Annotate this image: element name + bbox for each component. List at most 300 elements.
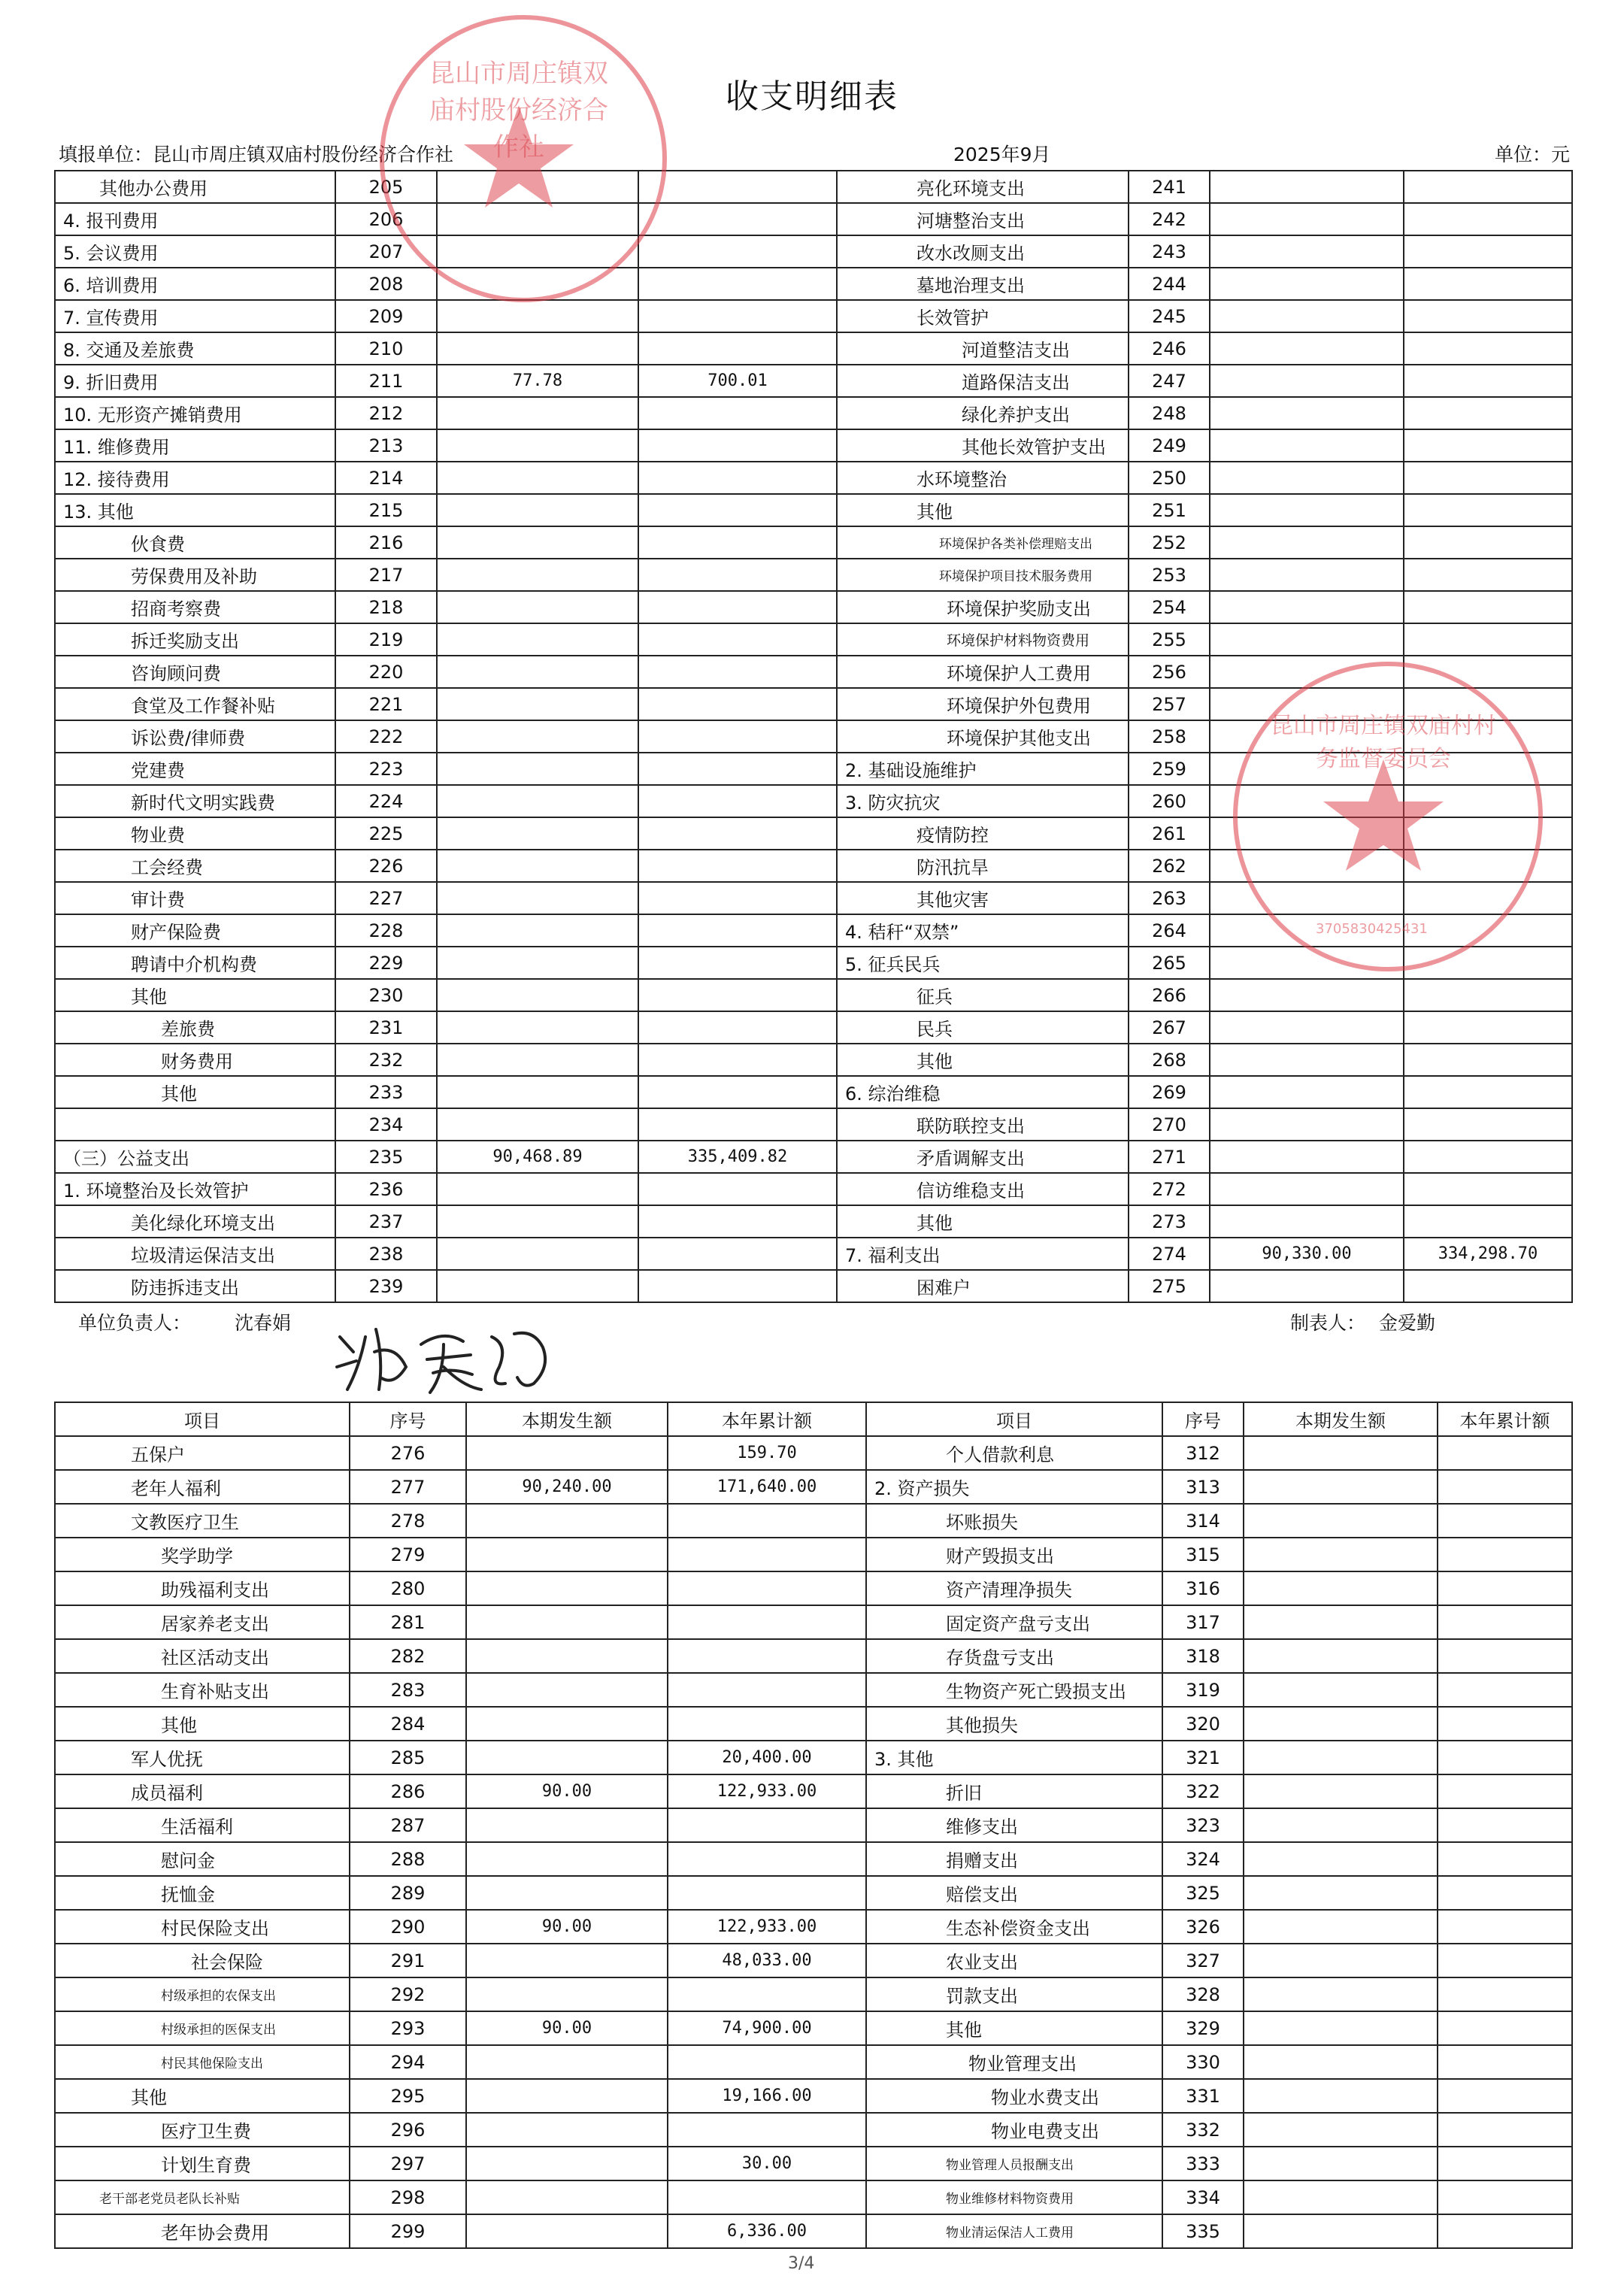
current-amount	[437, 429, 638, 462]
ytd-amount	[638, 1270, 837, 1302]
item-code: 249	[1129, 429, 1210, 462]
table-row	[55, 526, 1572, 559]
current-amount	[1210, 268, 1404, 300]
ytd-amount	[638, 235, 837, 268]
item-code: 242	[1129, 203, 1210, 235]
currency-unit: 单位：元	[1495, 144, 1571, 165]
responsible-name: 沈春娟	[235, 1312, 292, 1334]
table-row	[55, 1044, 1572, 1076]
current-amount	[466, 1673, 668, 1707]
table-row	[55, 1141, 1572, 1173]
item-name: 其他	[55, 1707, 350, 1741]
table-row	[55, 1205, 1572, 1238]
current-amount	[437, 947, 638, 979]
table-row	[55, 1876, 1572, 1910]
ytd-amount	[638, 1108, 837, 1141]
item-code: 231	[335, 1011, 437, 1044]
current-amount	[437, 688, 638, 720]
item-name: 生物资产死亡毁损支出	[866, 1673, 1162, 1707]
current-amount	[1244, 1436, 1438, 1470]
item-code: 288	[350, 1842, 466, 1876]
ytd-amount: 30.00	[668, 2147, 866, 2180]
item-code: 326	[1162, 1910, 1244, 1944]
item-name: 绿化养护支出	[837, 397, 1129, 429]
current-amount	[466, 1605, 668, 1639]
ytd-amount	[638, 1044, 837, 1076]
item-name: 党建费	[55, 753, 335, 785]
current-amount	[466, 1876, 668, 1910]
ytd-amount	[1438, 1605, 1572, 1639]
item-code: 259	[1129, 753, 1210, 785]
current-amount	[1244, 2214, 1438, 2248]
current-amount	[1210, 1173, 1404, 1205]
item-name: 生育补贴支出	[55, 1673, 350, 1707]
ytd-amount	[638, 1011, 837, 1044]
current-amount	[437, 720, 638, 753]
current-amount	[437, 1076, 638, 1108]
current-amount	[466, 2113, 668, 2147]
item-name: 改水改厕支出	[837, 235, 1129, 268]
current-amount: 90.00	[466, 2011, 668, 2045]
current-amount	[1210, 1270, 1404, 1302]
item-name: 医疗卫生费	[55, 2113, 350, 2147]
item-name: 其他	[55, 979, 335, 1011]
reporting-unit: 填报单位：昆山市周庄镇双庙村股份经济合作社	[59, 144, 454, 165]
item-name: 文教医疗卫生	[55, 1504, 350, 1538]
ytd-amount: 19,166.00	[668, 2079, 866, 2113]
current-amount	[1244, 2045, 1438, 2079]
current-amount: 90,468.89	[437, 1141, 638, 1173]
current-amount	[437, 656, 638, 688]
item-code: 317	[1162, 1605, 1244, 1639]
seal-text-2: 昆山市周庄镇双庙村村务监督委员会	[1271, 713, 1496, 772]
item-code: 207	[335, 235, 437, 268]
column-header: 序号	[1162, 1402, 1244, 1436]
item-name: 五保户	[55, 1436, 350, 1470]
table-row	[55, 1977, 1572, 2011]
item-code: 323	[1162, 1808, 1244, 1842]
item-code: 241	[1129, 171, 1210, 203]
current-amount	[1210, 979, 1404, 1011]
current-amount	[437, 1011, 638, 1044]
item-code: 297	[350, 2147, 466, 2180]
table-row	[55, 1842, 1572, 1876]
item-code: 208	[335, 268, 437, 300]
ytd-amount	[1438, 1639, 1572, 1673]
item-name: 新时代文明实践费	[55, 785, 335, 817]
ytd-amount	[1438, 1910, 1572, 1944]
item-code: 217	[335, 559, 437, 591]
current-amount	[466, 2147, 668, 2180]
item-code: 315	[1162, 1538, 1244, 1571]
item-name: 2. 基础设施维护	[837, 753, 1129, 785]
table-row	[55, 203, 1572, 235]
item-code: 324	[1162, 1842, 1244, 1876]
column-header: 本年累计额	[668, 1402, 866, 1436]
ytd-amount: 122,933.00	[668, 1910, 866, 1944]
ytd-amount	[638, 914, 837, 947]
item-code: 247	[1129, 365, 1210, 397]
current-amount	[1244, 1707, 1438, 1741]
current-amount	[466, 1808, 668, 1842]
item-code: 320	[1162, 1707, 1244, 1741]
item-name: 财产保险费	[55, 914, 335, 947]
ytd-amount	[638, 1205, 837, 1238]
current-amount	[1244, 2113, 1438, 2147]
item-name: 困难户	[837, 1270, 1129, 1302]
current-amount	[437, 623, 638, 656]
current-amount	[1244, 2180, 1438, 2214]
item-code: 290	[350, 1910, 466, 1944]
item-name: 信访维稳支出	[837, 1173, 1129, 1205]
table-row	[55, 1076, 1572, 1108]
ytd-amount	[668, 1538, 866, 1571]
current-amount	[1210, 203, 1404, 235]
table-row	[55, 1774, 1572, 1808]
item-code: 332	[1162, 2113, 1244, 2147]
ytd-amount	[668, 1808, 866, 1842]
ytd-amount	[1438, 2214, 1572, 2248]
ytd-amount	[1404, 1108, 1572, 1141]
table-row	[55, 1910, 1572, 1944]
ytd-amount	[1438, 1707, 1572, 1741]
item-code: 226	[335, 850, 437, 882]
ytd-amount	[1404, 429, 1572, 462]
item-name: 招商考察费	[55, 591, 335, 623]
item-name: 7. 宣传费用	[55, 300, 335, 332]
ytd-amount	[1404, 1173, 1572, 1205]
item-code: 331	[1162, 2079, 1244, 2113]
table-row	[55, 429, 1572, 462]
item-name: 1. 环境整治及长效管护	[55, 1173, 335, 1205]
ytd-amount: 335,409.82	[638, 1141, 837, 1173]
item-name: 居家养老支出	[55, 1605, 350, 1639]
item-code: 219	[335, 623, 437, 656]
ytd-amount	[1438, 1538, 1572, 1571]
ytd-amount	[638, 494, 837, 526]
table-row	[55, 623, 1572, 656]
current-amount	[1210, 397, 1404, 429]
ytd-amount: 171,640.00	[668, 1470, 866, 1504]
item-code: 228	[335, 914, 437, 947]
current-amount	[1244, 1977, 1438, 2011]
current-amount	[437, 462, 638, 494]
current-amount	[1244, 1639, 1438, 1673]
preparer-label: 制表人：	[1290, 1312, 1366, 1334]
ytd-amount	[1438, 2011, 1572, 2045]
ytd-amount: 48,033.00	[668, 1944, 866, 1977]
item-name: 村民其他保险支出	[55, 2045, 350, 2079]
ytd-amount	[1404, 268, 1572, 300]
item-name: 助残福利支出	[55, 1571, 350, 1605]
ytd-amount	[1404, 462, 1572, 494]
item-name: 聘请中介机构费	[55, 947, 335, 979]
item-name: 3. 防灾抗灾	[837, 785, 1129, 817]
column-header: 本期发生额	[466, 1402, 668, 1436]
ytd-amount	[638, 268, 837, 300]
item-code: 209	[335, 300, 437, 332]
ytd-amount	[668, 1639, 866, 1673]
ytd-amount	[1438, 1470, 1572, 1504]
current-amount	[437, 1270, 638, 1302]
item-name: 资产清理净损失	[866, 1571, 1162, 1605]
ytd-amount	[1404, 1141, 1572, 1173]
ytd-amount: 334,298.70	[1404, 1238, 1572, 1270]
item-code: 274	[1129, 1238, 1210, 1270]
item-code: 276	[350, 1436, 466, 1470]
ytd-amount	[1438, 2147, 1572, 2180]
item-code: 233	[335, 1076, 437, 1108]
table-row	[55, 2079, 1572, 2113]
current-amount	[437, 300, 638, 332]
item-code: 250	[1129, 462, 1210, 494]
ytd-amount	[638, 332, 837, 365]
ytd-amount	[1404, 979, 1572, 1011]
current-amount	[466, 1504, 668, 1538]
item-name: 垃圾清运保洁支出	[55, 1238, 335, 1270]
item-code: 267	[1129, 1011, 1210, 1044]
ytd-amount	[638, 526, 837, 559]
item-code: 279	[350, 1538, 466, 1571]
item-code: 264	[1129, 914, 1210, 947]
table-row	[55, 1108, 1572, 1141]
item-code: 281	[350, 1605, 466, 1639]
item-name: 13. 其他	[55, 494, 335, 526]
ytd-amount	[1438, 1774, 1572, 1808]
table-row	[55, 2180, 1572, 2214]
item-name: 长效管护	[837, 300, 1129, 332]
ytd-amount	[638, 623, 837, 656]
item-code: 262	[1129, 850, 1210, 882]
item-code: 251	[1129, 494, 1210, 526]
ytd-amount	[1404, 591, 1572, 623]
table-row	[55, 494, 1572, 526]
current-amount: 90,330.00	[1210, 1238, 1404, 1270]
current-amount	[466, 2079, 668, 2113]
table-row	[55, 300, 1572, 332]
item-name: 道路保洁支出	[837, 365, 1129, 397]
item-name: 村级承担的医保支出	[55, 2011, 350, 2045]
item-code: 282	[350, 1639, 466, 1673]
table-row	[55, 171, 1572, 203]
current-amount	[1244, 1741, 1438, 1774]
item-code: 222	[335, 720, 437, 753]
ytd-amount	[1438, 1673, 1572, 1707]
item-name: 农业支出	[866, 1944, 1162, 1977]
item-code: 258	[1129, 720, 1210, 753]
ytd-amount	[638, 429, 837, 462]
ytd-amount	[638, 720, 837, 753]
table-row	[55, 268, 1572, 300]
item-code: 284	[350, 1707, 466, 1741]
ytd-amount	[1438, 1571, 1572, 1605]
item-code: 210	[335, 332, 437, 365]
item-name: 老年人福利	[55, 1470, 350, 1504]
ytd-amount	[638, 882, 837, 914]
item-code: 298	[350, 2180, 466, 2214]
item-code: 273	[1129, 1205, 1210, 1238]
item-name: 财产毁损支出	[866, 1538, 1162, 1571]
current-amount	[437, 1108, 638, 1141]
table-row	[55, 1944, 1572, 1977]
current-amount	[1210, 1205, 1404, 1238]
item-code: 314	[1162, 1504, 1244, 1538]
ytd-amount	[638, 753, 837, 785]
table-row	[55, 1605, 1572, 1639]
item-code: 227	[335, 882, 437, 914]
item-name: 环境保护奖励支出	[837, 591, 1129, 623]
ytd-amount	[1404, 1270, 1572, 1302]
item-code: 221	[335, 688, 437, 720]
ytd-amount	[668, 1876, 866, 1910]
current-amount	[437, 817, 638, 850]
table-row	[55, 462, 1572, 494]
ytd-amount	[1404, 171, 1572, 203]
item-name: 9. 折旧费用	[55, 365, 335, 397]
item-name: 审计费	[55, 882, 335, 914]
ytd-amount	[668, 1673, 866, 1707]
ytd-amount: 6,336.00	[668, 2214, 866, 2248]
ytd-amount	[1404, 397, 1572, 429]
table-row	[55, 1504, 1572, 1538]
ytd-amount	[668, 1842, 866, 1876]
ytd-amount	[1404, 235, 1572, 268]
item-code: 280	[350, 1571, 466, 1605]
ytd-amount	[1404, 494, 1572, 526]
ytd-amount	[1404, 1205, 1572, 1238]
item-name: 其他	[55, 1076, 335, 1108]
item-code: 278	[350, 1504, 466, 1538]
table-row	[55, 1436, 1572, 1470]
item-name: 老年协会费用	[55, 2214, 350, 2248]
table-row	[55, 979, 1572, 1011]
current-amount	[1244, 1504, 1438, 1538]
item-code: 253	[1129, 559, 1210, 591]
item-name: 存货盘亏支出	[866, 1639, 1162, 1673]
ytd-amount	[1438, 1876, 1572, 1910]
current-amount	[437, 526, 638, 559]
item-name: 河道整洁支出	[837, 332, 1129, 365]
item-name: 坏账损失	[866, 1504, 1162, 1538]
preparer-name: 金爱勤	[1379, 1312, 1436, 1334]
item-code: 213	[335, 429, 437, 462]
item-code: 271	[1129, 1141, 1210, 1173]
handwritten-signature	[331, 1314, 571, 1397]
item-code: 325	[1162, 1876, 1244, 1910]
seal-text-1: 昆山市周庄镇双庙村股份经济合作社	[429, 59, 608, 162]
ytd-amount	[1404, 332, 1572, 365]
item-code: 319	[1162, 1673, 1244, 1707]
item-name: 社区活动支出	[55, 1639, 350, 1673]
item-code: 214	[335, 462, 437, 494]
ytd-amount	[668, 2045, 866, 2079]
item-name: 环境保护外包费用	[837, 688, 1129, 720]
column-header: 项目	[55, 1402, 350, 1436]
item-name: 咨询顾问费	[55, 656, 335, 688]
ytd-amount: 20,400.00	[668, 1741, 866, 1774]
item-code: 291	[350, 1944, 466, 1977]
table-row	[55, 2113, 1572, 2147]
item-name: 物业管理人员报酬支出	[866, 2147, 1162, 2180]
column-header: 项目	[866, 1402, 1162, 1436]
item-code: 266	[1129, 979, 1210, 1011]
item-name: 8. 交通及差旅费	[55, 332, 335, 365]
item-code: 293	[350, 2011, 466, 2045]
item-name: 慰问金	[55, 1842, 350, 1876]
item-code: 294	[350, 2045, 466, 2079]
ytd-amount	[1404, 365, 1572, 397]
ytd-amount	[668, 1977, 866, 2011]
ytd-amount	[1438, 1808, 1572, 1842]
item-code: 212	[335, 397, 437, 429]
current-amount	[437, 1238, 638, 1270]
table-row	[55, 559, 1572, 591]
item-name: 亮化环境支出	[837, 171, 1129, 203]
item-name: 其他办公费用	[55, 171, 335, 203]
ytd-amount	[638, 979, 837, 1011]
item-code: 223	[335, 753, 437, 785]
item-name: 折旧	[866, 1774, 1162, 1808]
item-code: 218	[335, 591, 437, 623]
item-code: 299	[350, 2214, 466, 2248]
item-code: 205	[335, 171, 437, 203]
table-row	[55, 397, 1572, 429]
item-code: 322	[1162, 1774, 1244, 1808]
ytd-amount	[1438, 1741, 1572, 1774]
item-code: 244	[1129, 268, 1210, 300]
item-code: 283	[350, 1673, 466, 1707]
ytd-amount	[638, 785, 837, 817]
item-code: 230	[335, 979, 437, 1011]
detail-table-bottom	[54, 1402, 1573, 2249]
seal-code-2: 3705830425431	[1316, 921, 1428, 937]
table-row	[55, 2147, 1572, 2180]
item-code: 318	[1162, 1639, 1244, 1673]
ytd-amount: 122,933.00	[668, 1774, 866, 1808]
item-name: 物业维修材料物资费用	[866, 2180, 1162, 2214]
ytd-amount: 159.70	[668, 1436, 866, 1470]
item-name: 5. 征兵民兵	[837, 947, 1129, 979]
item-name: 财务费用	[55, 1044, 335, 1076]
item-name: 生态补偿资金支出	[866, 1910, 1162, 1944]
current-amount	[466, 1639, 668, 1673]
item-code: 333	[1162, 2147, 1244, 2180]
ytd-amount	[1438, 2045, 1572, 2079]
ytd-amount	[1438, 1944, 1572, 1977]
current-amount	[466, 1707, 668, 1741]
item-code: 335	[1162, 2214, 1244, 2248]
item-name: 物业电费支出	[866, 2113, 1162, 2147]
item-code: 245	[1129, 300, 1210, 332]
column-header: 本期发生额	[1244, 1402, 1438, 1436]
current-amount	[437, 850, 638, 882]
item-name: 疫情防控	[837, 817, 1129, 850]
item-code: 225	[335, 817, 437, 850]
item-name: 捐赠支出	[866, 1842, 1162, 1876]
item-code: 254	[1129, 591, 1210, 623]
current-amount	[1210, 429, 1404, 462]
table-row	[55, 1571, 1572, 1605]
item-name: 其他	[837, 1044, 1129, 1076]
item-code: 215	[335, 494, 437, 526]
item-name: 计划生育费	[55, 2147, 350, 2180]
item-code: 312	[1162, 1436, 1244, 1470]
item-name: 3. 其他	[866, 1741, 1162, 1774]
item-name: 7. 福利支出	[837, 1238, 1129, 1270]
item-code: 224	[335, 785, 437, 817]
current-amount	[1210, 1141, 1404, 1173]
item-name: 食堂及工作餐补贴	[55, 688, 335, 720]
